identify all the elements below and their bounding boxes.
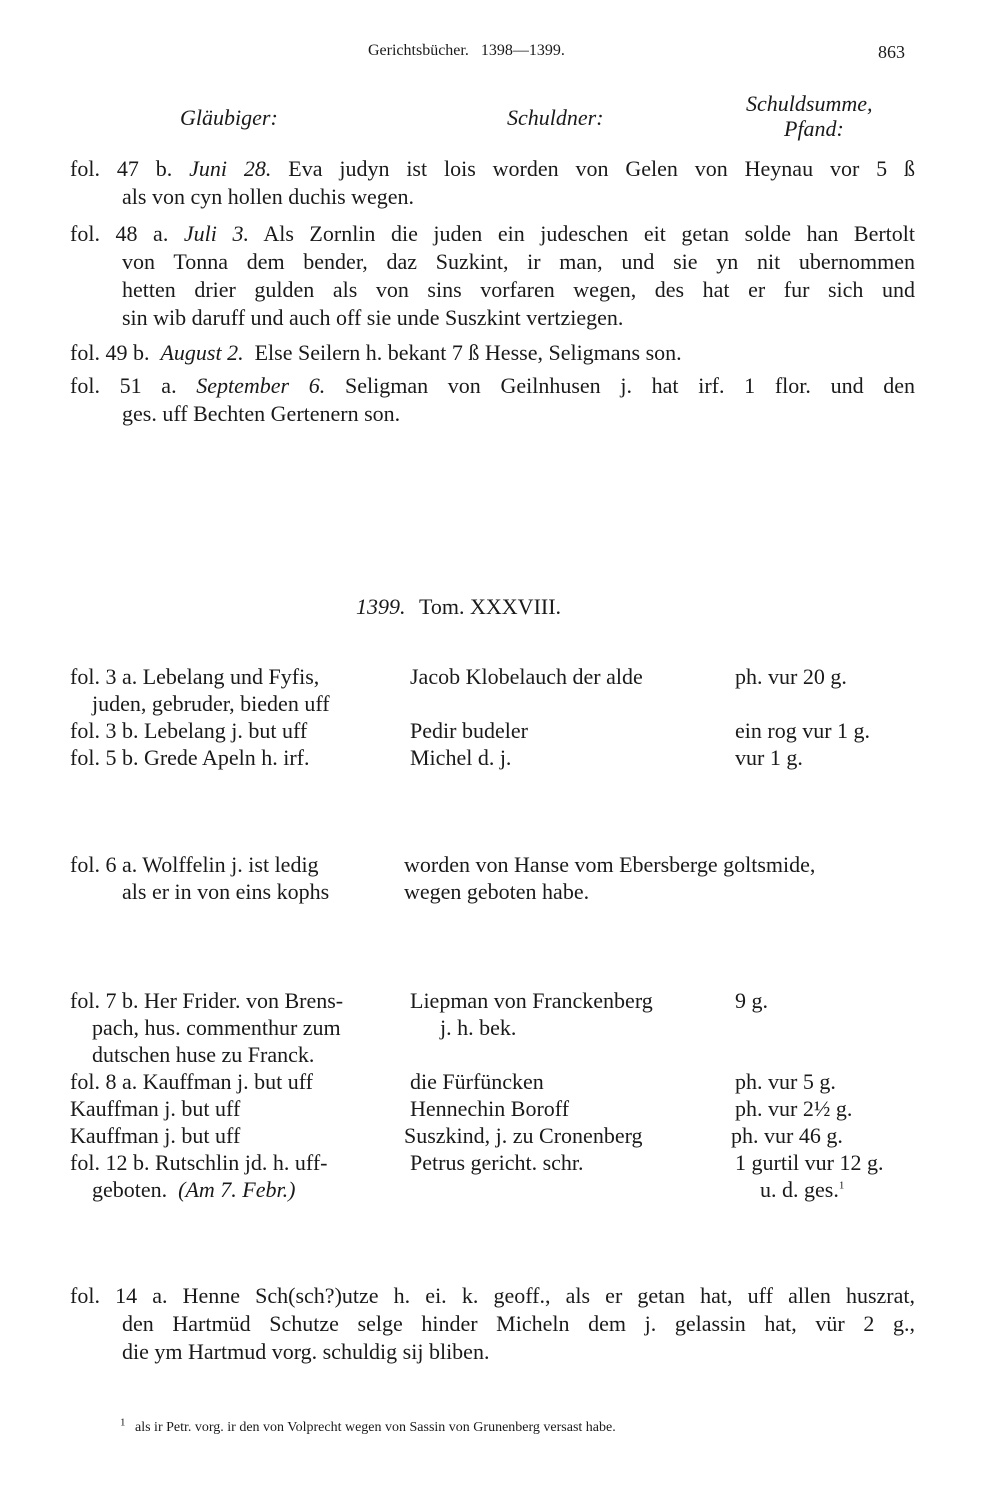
entry-fol-47b bbox=[70, 155, 915, 211]
footnote-text: als ir Petr. vorg. ir den von Volprecht wegen von Sassin von Grunenberg versast habe. bbox=[135, 1420, 616, 1435]
table-row bbox=[0, 744, 1000, 771]
debt-table-a bbox=[0, 663, 1000, 771]
cell-creditor: fol. 12 b. Rutschlin jd. h. uff- bbox=[70, 1150, 328, 1175]
entry-line: sin wib daruff und auch off sie unde Suszkint vertziegen. bbox=[122, 305, 624, 330]
entry-fol-14a bbox=[70, 1282, 915, 1366]
cell-debtor: Suszkind, j. zu Cronenberg bbox=[404, 1123, 643, 1148]
heading-debtor: Schuldner: bbox=[507, 105, 604, 130]
entry-fol-6a bbox=[0, 851, 1000, 905]
entry-line: ges. uff Bechten Gertenern son. bbox=[122, 401, 401, 426]
cell-debtor: Liepman von Franckenberg bbox=[410, 988, 653, 1013]
section-heading-1399 bbox=[356, 593, 561, 621]
section-tome: Tom. XXXVIII. bbox=[419, 594, 562, 619]
entry-line: als von cyn hollen duchis wegen. bbox=[122, 184, 415, 209]
entry-text: als er in von eins kophs bbox=[122, 879, 330, 904]
table-row bbox=[0, 1095, 1000, 1122]
heading-sum: Schuldsumme, bbox=[746, 91, 873, 116]
section-year: 1399. bbox=[356, 594, 406, 619]
table-row bbox=[0, 1068, 1000, 1095]
cell-creditor: juden, gebruder, bieden uff bbox=[92, 691, 330, 716]
footnote-marker: 1 bbox=[120, 1416, 126, 1429]
entry-fol-51a bbox=[70, 372, 915, 428]
page-number: 863 bbox=[878, 42, 905, 62]
table-row bbox=[0, 987, 1000, 1014]
entry-line: fol. 14 a. Henne Sch(sch?)utze h. ei. k. geoff., als er getan hat, uff allen huszrat, bbox=[70, 1283, 915, 1308]
cell-creditor: geboten. (Am 7. Febr.) bbox=[92, 1177, 296, 1202]
cell-sum: 9 g. bbox=[735, 988, 768, 1013]
cell-debtor: die Fürfüncken bbox=[410, 1069, 544, 1094]
table-row bbox=[0, 1041, 1000, 1068]
cell-debtor: Pedir budeler bbox=[410, 718, 528, 743]
entry-line: von Tonna dem bender, daz Suzkint, ir man, und sie yn nit ubernommen bbox=[122, 249, 915, 274]
entry-fol-49b bbox=[70, 339, 915, 367]
cell-debtor: Michel d. j. bbox=[410, 745, 512, 770]
table-row bbox=[0, 690, 1000, 717]
table-row bbox=[0, 1176, 1000, 1203]
cell-creditor: fol. 5 b. Grede Apeln h. irf. bbox=[70, 745, 310, 770]
running-header-title bbox=[368, 42, 565, 60]
table-row bbox=[0, 851, 1000, 878]
cell-creditor: Kauffman j. but uff bbox=[70, 1123, 241, 1148]
entry-text: fol. 6 a. Wolffelin j. ist ledig bbox=[70, 852, 319, 877]
cell-sum: vur 1 g. bbox=[735, 745, 803, 770]
cell-debtor: j. h. bek. bbox=[440, 1015, 517, 1040]
cell-sum: ph. vur 46 g. bbox=[731, 1123, 843, 1148]
cell-creditor: fol. 3 a. Lebelang und Fyfis, bbox=[70, 664, 320, 689]
table-row bbox=[0, 1122, 1000, 1149]
entry-fol-48a bbox=[70, 220, 915, 332]
entry-line: die ym Hartmud vorg. schuldig sij bliben. bbox=[122, 1339, 490, 1364]
cell-debtor: Hennechin Boroff bbox=[410, 1096, 570, 1121]
header-years: 1398—1399. bbox=[480, 42, 565, 59]
table-row bbox=[0, 1149, 1000, 1176]
entry-line: fol. 48 a. Juli 3. Als Zornlin die juden ein judeschen eit getan solde han Bertolt bbox=[70, 221, 916, 246]
footnote bbox=[120, 1416, 616, 1436]
entry-text: wegen geboten habe. bbox=[404, 879, 590, 904]
cell-sum: ein rog vur 1 g. bbox=[735, 718, 871, 743]
cell-sum: ph. vur 20 g. bbox=[735, 664, 847, 689]
footnote-ref: 1 bbox=[838, 1179, 845, 1192]
cell-debtor: Petrus gericht. schr. bbox=[410, 1150, 584, 1175]
entry-line: fol. 51 a. September 6. Seligman von Geilnhusen j. hat irf. 1 flor. und den bbox=[70, 373, 916, 398]
table-row bbox=[0, 878, 1000, 905]
cell-sum: ph. vur 5 g. bbox=[735, 1069, 836, 1094]
entry-line: fol. 49 b. August 2. Else Seilern h. bekant 7 ß Hesse, Seligmans son. bbox=[70, 340, 682, 365]
debt-table-b bbox=[0, 987, 1000, 1203]
cell-sum: 1 gurtil vur 12 g. bbox=[735, 1150, 884, 1175]
heading-pledge: Pfand: bbox=[784, 116, 844, 141]
date-note: (Am 7. Febr.) bbox=[178, 1177, 296, 1202]
cell-sum: u. d. ges.$^1$ bbox=[760, 1177, 845, 1202]
entry-text: worden von Hanse vom Ebersberge goltsmide, bbox=[404, 852, 816, 877]
heading-creditor: Gläubiger: bbox=[180, 105, 278, 130]
entry-line: hetten drier gulden als von sins vorfaren wegen, des hat er fur sich und bbox=[122, 277, 915, 302]
header-title: Gerichtsbücher. bbox=[368, 42, 469, 59]
cell-creditor: pach, hus. commenthur zum bbox=[92, 1015, 341, 1040]
table-row bbox=[0, 663, 1000, 690]
cell-creditor: dutschen huse zu Franck. bbox=[92, 1042, 315, 1067]
table-row bbox=[0, 717, 1000, 744]
cell-debtor: Jacob Klobelauch der alde bbox=[410, 664, 643, 689]
cell-creditor: fol. 3 b. Lebelang j. but uff bbox=[70, 718, 308, 743]
entry-line: fol. 47 b. Juni 28. Eva judyn ist lois worden von Gelen von Heynau vor 5 ß bbox=[70, 156, 916, 181]
table-row bbox=[0, 1014, 1000, 1041]
cell-sum: ph. vur 2½ g. bbox=[735, 1096, 853, 1121]
cell-creditor: fol. 8 a. Kauffman j. but uff bbox=[70, 1069, 313, 1094]
entry-line: den Hartmüd Schutze selge hinder Micheln dem j. gelassin hat, vür 2 g., bbox=[122, 1311, 915, 1336]
cell-creditor: fol. 7 b. Her Frider. von Brens- bbox=[70, 988, 344, 1013]
cell-creditor: Kauffman j. but uff bbox=[70, 1096, 241, 1121]
